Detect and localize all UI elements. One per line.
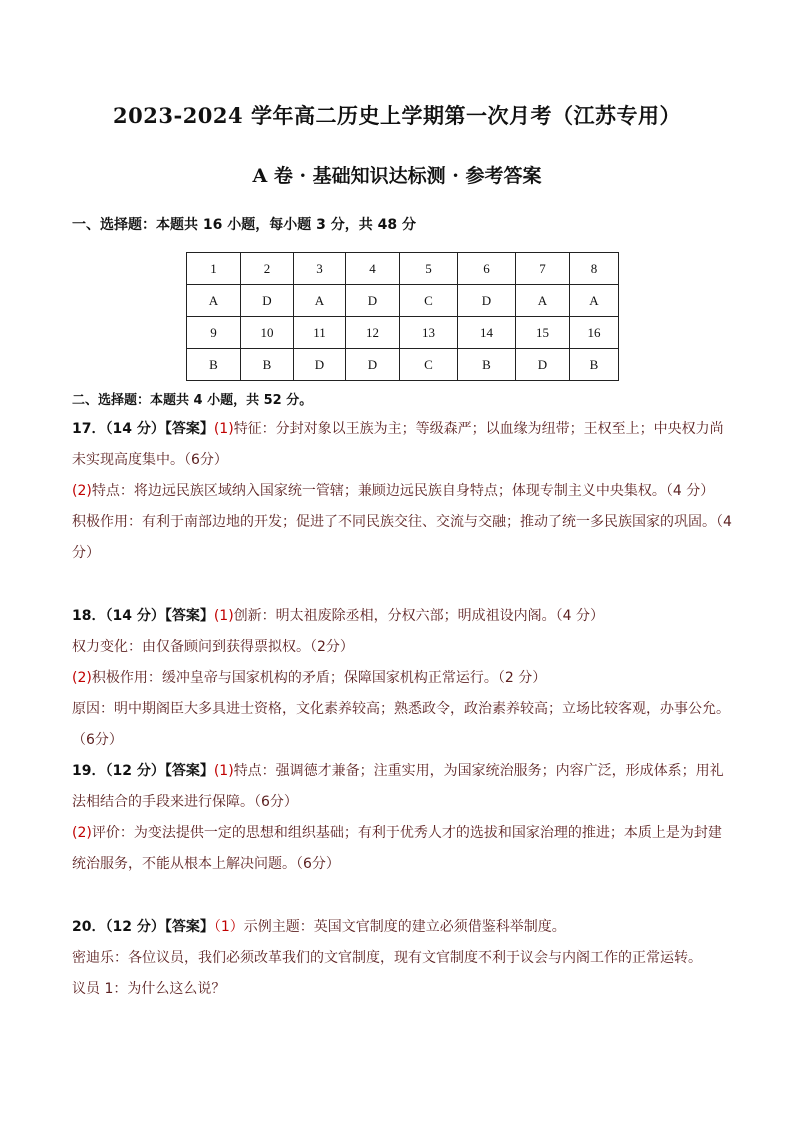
answer-table-cell: A: [516, 285, 570, 317]
answer-table-cell: 16: [570, 317, 619, 349]
q19-part2-text: 评价：为变法提供一定的思想和组织基础；有利于优秀人才的选拔和国家治理的推进；本质上是为封建统治服务，不能从根本上解决问题。（6分）: [72, 825, 722, 872]
section-heading-choice: 一、选择题：本题共 16 小题，每小题 3 分，共 48 分: [72, 217, 416, 233]
answer-table: [186, 252, 619, 381]
q19-heading: 19．（12 分）【答案】: [72, 763, 214, 779]
answer-table-cell: 7: [516, 253, 570, 285]
answer-table-row: [187, 253, 619, 285]
q18-part4-text: 原因：明中期阁臣大多具进士资格，文化素养较高；熟悉政令，政治素养较高；立场比较客观，办事公允。（6分）: [72, 701, 730, 748]
answer-table-row: [187, 285, 619, 317]
q17-part2-marker: (2): [72, 483, 92, 499]
answer-table-row: [187, 349, 619, 381]
q18-part2-text: 权力变化：由仅备顾问到获得票拟权。（2分）: [72, 639, 354, 655]
q20-part2-text: 密迪乐：各位议员，我们必须改革我们的文官制度，现有文官制度不利于议会与内阁工作的正常运转。: [72, 950, 702, 966]
answer-table-cell: D: [241, 285, 294, 317]
answer-table-cell: B: [570, 349, 619, 381]
answer-table-cell: 5: [400, 253, 458, 285]
q17-part1: [72, 414, 732, 476]
answer-table-cell: 14: [458, 317, 516, 349]
answer-table-cell: A: [187, 285, 241, 317]
q18-part3-text: 积极作用：缓冲皇帝与国家机构的矛盾；保障国家机构正常运行。（2 分）: [91, 670, 547, 686]
q17-part1-marker: (1): [213, 421, 234, 437]
answer-table-cell: C: [400, 349, 458, 381]
answer-table-cell: 2: [241, 253, 294, 285]
q18-heading: 18．（14 分）【答案】: [72, 608, 214, 624]
q18-part2: [72, 632, 732, 663]
q20-heading: 20．（12 分）【答案】: [72, 919, 214, 935]
answer-table-cell: B: [458, 349, 516, 381]
answer-table-cell: 3: [294, 253, 346, 285]
q19-part2-marker: (2): [72, 825, 92, 841]
answer-table-cell: 10: [241, 317, 294, 349]
answer-table-cell: D: [346, 349, 400, 381]
answer-table-cell: 12: [346, 317, 400, 349]
answer-table-cell: A: [294, 285, 346, 317]
answer-table-cell: 11: [294, 317, 346, 349]
q19-part2: [72, 818, 732, 880]
answer-table-cell: 15: [516, 317, 570, 349]
answer-table-cell: C: [400, 285, 458, 317]
q17-part2-text: 特点：将边远民族区域纳入国家统一管辖；兼顾边远民族自身特点；体现专制主义中央集权。（4 分）: [91, 483, 715, 499]
answer-table-cell: D: [458, 285, 516, 317]
page-subtitle: A 卷 · 基础知识达标测 · 参考答案: [252, 165, 542, 187]
answer-table-cell: 9: [187, 317, 241, 349]
q20-part3-text: 为什么这么说？: [127, 981, 226, 997]
answer-table-cell: A: [570, 285, 619, 317]
q19-part1: [72, 756, 732, 818]
q17-part3: [72, 507, 732, 569]
q20-part2: [72, 943, 732, 974]
answer-table-row: [187, 317, 619, 349]
answer-table-cell: 13: [400, 317, 458, 349]
q20-part1-marker: （1）: [213, 919, 244, 935]
q17-part3-text: 积极作用：有利于南部边地的开发；促进了不同民族交往、交流与交融；推动了统一多民族国家的巩固。（4分）: [72, 514, 732, 561]
q18-part4: [72, 694, 732, 756]
q18-part1: [72, 601, 732, 632]
q18-part3: [72, 663, 732, 694]
q18-part1-marker: (1): [213, 608, 234, 624]
answer-table-cell: 4: [346, 253, 400, 285]
q20-part1-text: 示例主题：英国文官制度的建立必须借鉴科举制度。: [243, 919, 566, 935]
page-title: 2023-2024 学年高二历史上学期第一次月考（江苏专用）: [113, 103, 681, 128]
answer-table-cell: 1: [187, 253, 241, 285]
answer-table-cell: B: [241, 349, 294, 381]
q20-part1: [72, 912, 732, 943]
q20-part3: [72, 974, 732, 1005]
answer-table-cell: 6: [458, 253, 516, 285]
q17-heading: 17．（14 分）【答案】: [72, 421, 214, 437]
answer-table-cell: 8: [570, 253, 619, 285]
q17-part2: [72, 476, 732, 507]
q19-part1-marker: (1): [213, 763, 234, 779]
answer-table-cell: D: [516, 349, 570, 381]
q17-part1-text: 特征：分封对象以王族为主；等级森严；以血缘为纽带；王权至上；中央权力尚未实现高度集中。（6分）: [72, 421, 724, 468]
q19-part1-text: 特点：强调德才兼备；注重实用，为国家统治服务；内容广泛，形成体系；用礼法相结合的手段来进行保障。（6分）: [72, 763, 724, 810]
q18-part1-text: 创新：明太祖废除丞相，分权六部；明成祖设内阁。（4 分）: [233, 608, 605, 624]
q20-part3-label: 议员 1：: [72, 981, 128, 997]
answer-table-cell: B: [187, 349, 241, 381]
answer-table-cell: D: [346, 285, 400, 317]
answer-table-cell: D: [294, 349, 346, 381]
q18-part3-marker: (2): [72, 670, 92, 686]
section-heading-short-answer: 二、选择题：本题共 4 小题，共 52 分。: [72, 393, 313, 408]
